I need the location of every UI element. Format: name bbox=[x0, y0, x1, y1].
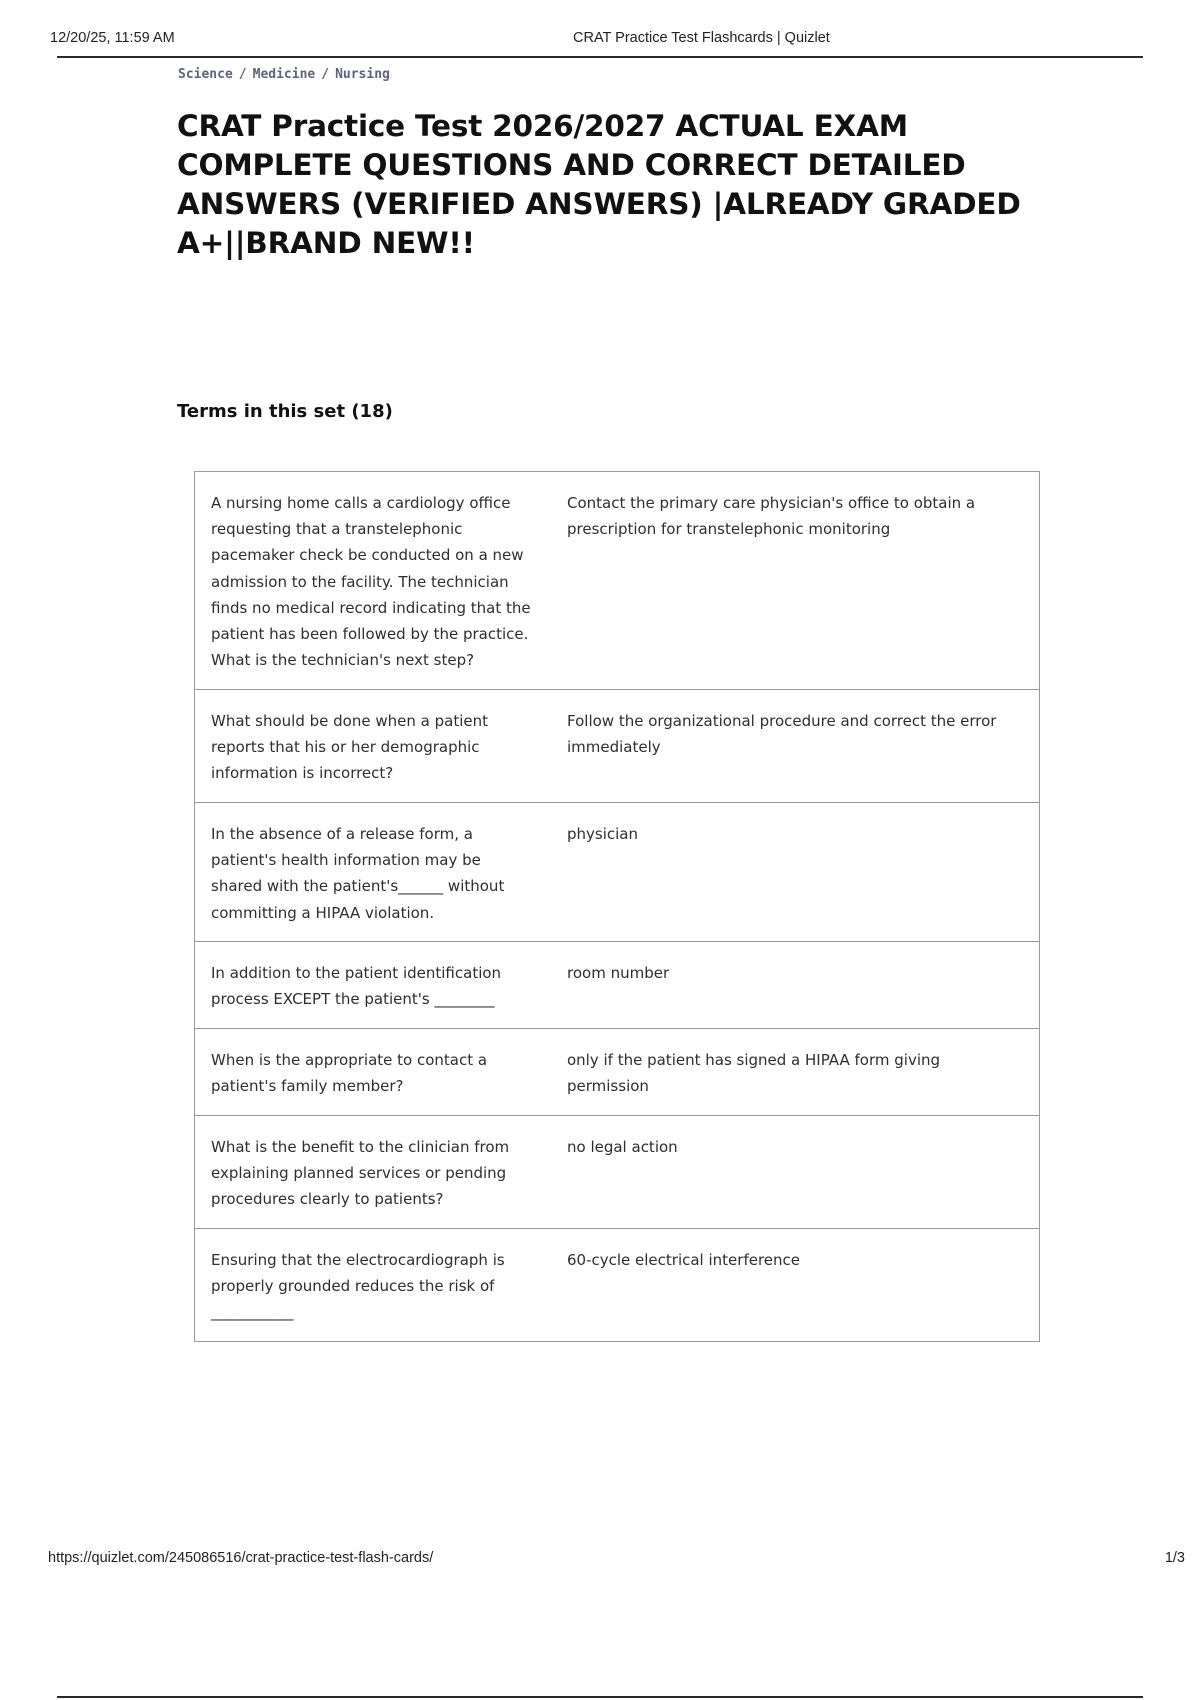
breadcrumb-nursing[interactable]: Nursing bbox=[335, 67, 390, 82]
print-datetime: 12/20/25, 11:59 AM bbox=[50, 30, 175, 46]
print-page-title: CRAT Practice Test Flashcards | Quizlet bbox=[573, 30, 830, 46]
card-term: In addition to the patient identification process EXCEPT the patient's ________ bbox=[211, 964, 502, 1009]
flashcard-row bbox=[195, 803, 1039, 942]
footer-divider bbox=[57, 1696, 1143, 1698]
breadcrumb-science[interactable]: Science bbox=[178, 67, 233, 82]
breadcrumb bbox=[178, 67, 390, 82]
flashcard-row bbox=[195, 1116, 1039, 1229]
card-term: What is the benefit to the clinician from explaining planned services or pending procedures clearly to patients? bbox=[211, 1138, 510, 1209]
card-term: A nursing home calls a cardiology office requesting that a transtelephonic pacemaker check be conducted on a new admission to the facility. The technician finds no medical record indicating that the patient has been followed by the practice. What is the technician's next step? bbox=[211, 494, 531, 670]
flashcard-list bbox=[194, 471, 1040, 1342]
breadcrumb-medicine[interactable]: Medicine bbox=[252, 67, 316, 82]
card-definition: physician bbox=[567, 825, 639, 843]
breadcrumb-separator: / bbox=[238, 67, 247, 82]
flashcard-row bbox=[195, 690, 1039, 803]
page-title: CRAT Practice Test 2026/2027 ACTUAL EXAM COMPLETE QUESTIONS AND CORRECT DETAILED ANSWERS (VERIFIED ANSWERS) |ALREADY GRADED A+||BRAND NEW!! bbox=[177, 109, 1021, 260]
card-definition: 60-cycle electrical interference bbox=[567, 1251, 801, 1269]
card-definition: Follow the organizational procedure and correct the error immediately bbox=[567, 712, 997, 757]
flashcard-row bbox=[195, 1229, 1039, 1341]
header-divider bbox=[57, 56, 1143, 58]
terms-count-heading: Terms in this set (18) bbox=[177, 401, 393, 422]
flashcard-row bbox=[195, 942, 1039, 1029]
print-url: https://quizlet.com/245086516/crat-practice-test-flash-cards/ bbox=[48, 1550, 434, 1566]
flashcard-row bbox=[195, 1029, 1039, 1116]
card-term: When is the appropriate to contact a patient's family member? bbox=[211, 1051, 488, 1096]
card-term: Ensuring that the electrocardiograph is properly grounded reduces the risk of ___________ bbox=[211, 1251, 505, 1322]
card-term: What should be done when a patient reports that his or her demographic information is incorrect? bbox=[211, 712, 488, 783]
breadcrumb-separator: / bbox=[321, 67, 330, 82]
flashcard-row bbox=[195, 472, 1039, 690]
page-number: 1/3 bbox=[1164, 1550, 1185, 1566]
card-term: In the absence of a release form, a patient's health information may be shared with the patient's______ without committing a HIPAA violation. bbox=[211, 825, 505, 922]
card-definition: Contact the primary care physician's office to obtain a prescription for transtelephonic monitoring bbox=[567, 494, 976, 539]
card-definition: only if the patient has signed a HIPAA form giving permission bbox=[567, 1051, 941, 1096]
card-definition: no legal action bbox=[567, 1138, 678, 1156]
card-definition: room number bbox=[567, 964, 670, 982]
